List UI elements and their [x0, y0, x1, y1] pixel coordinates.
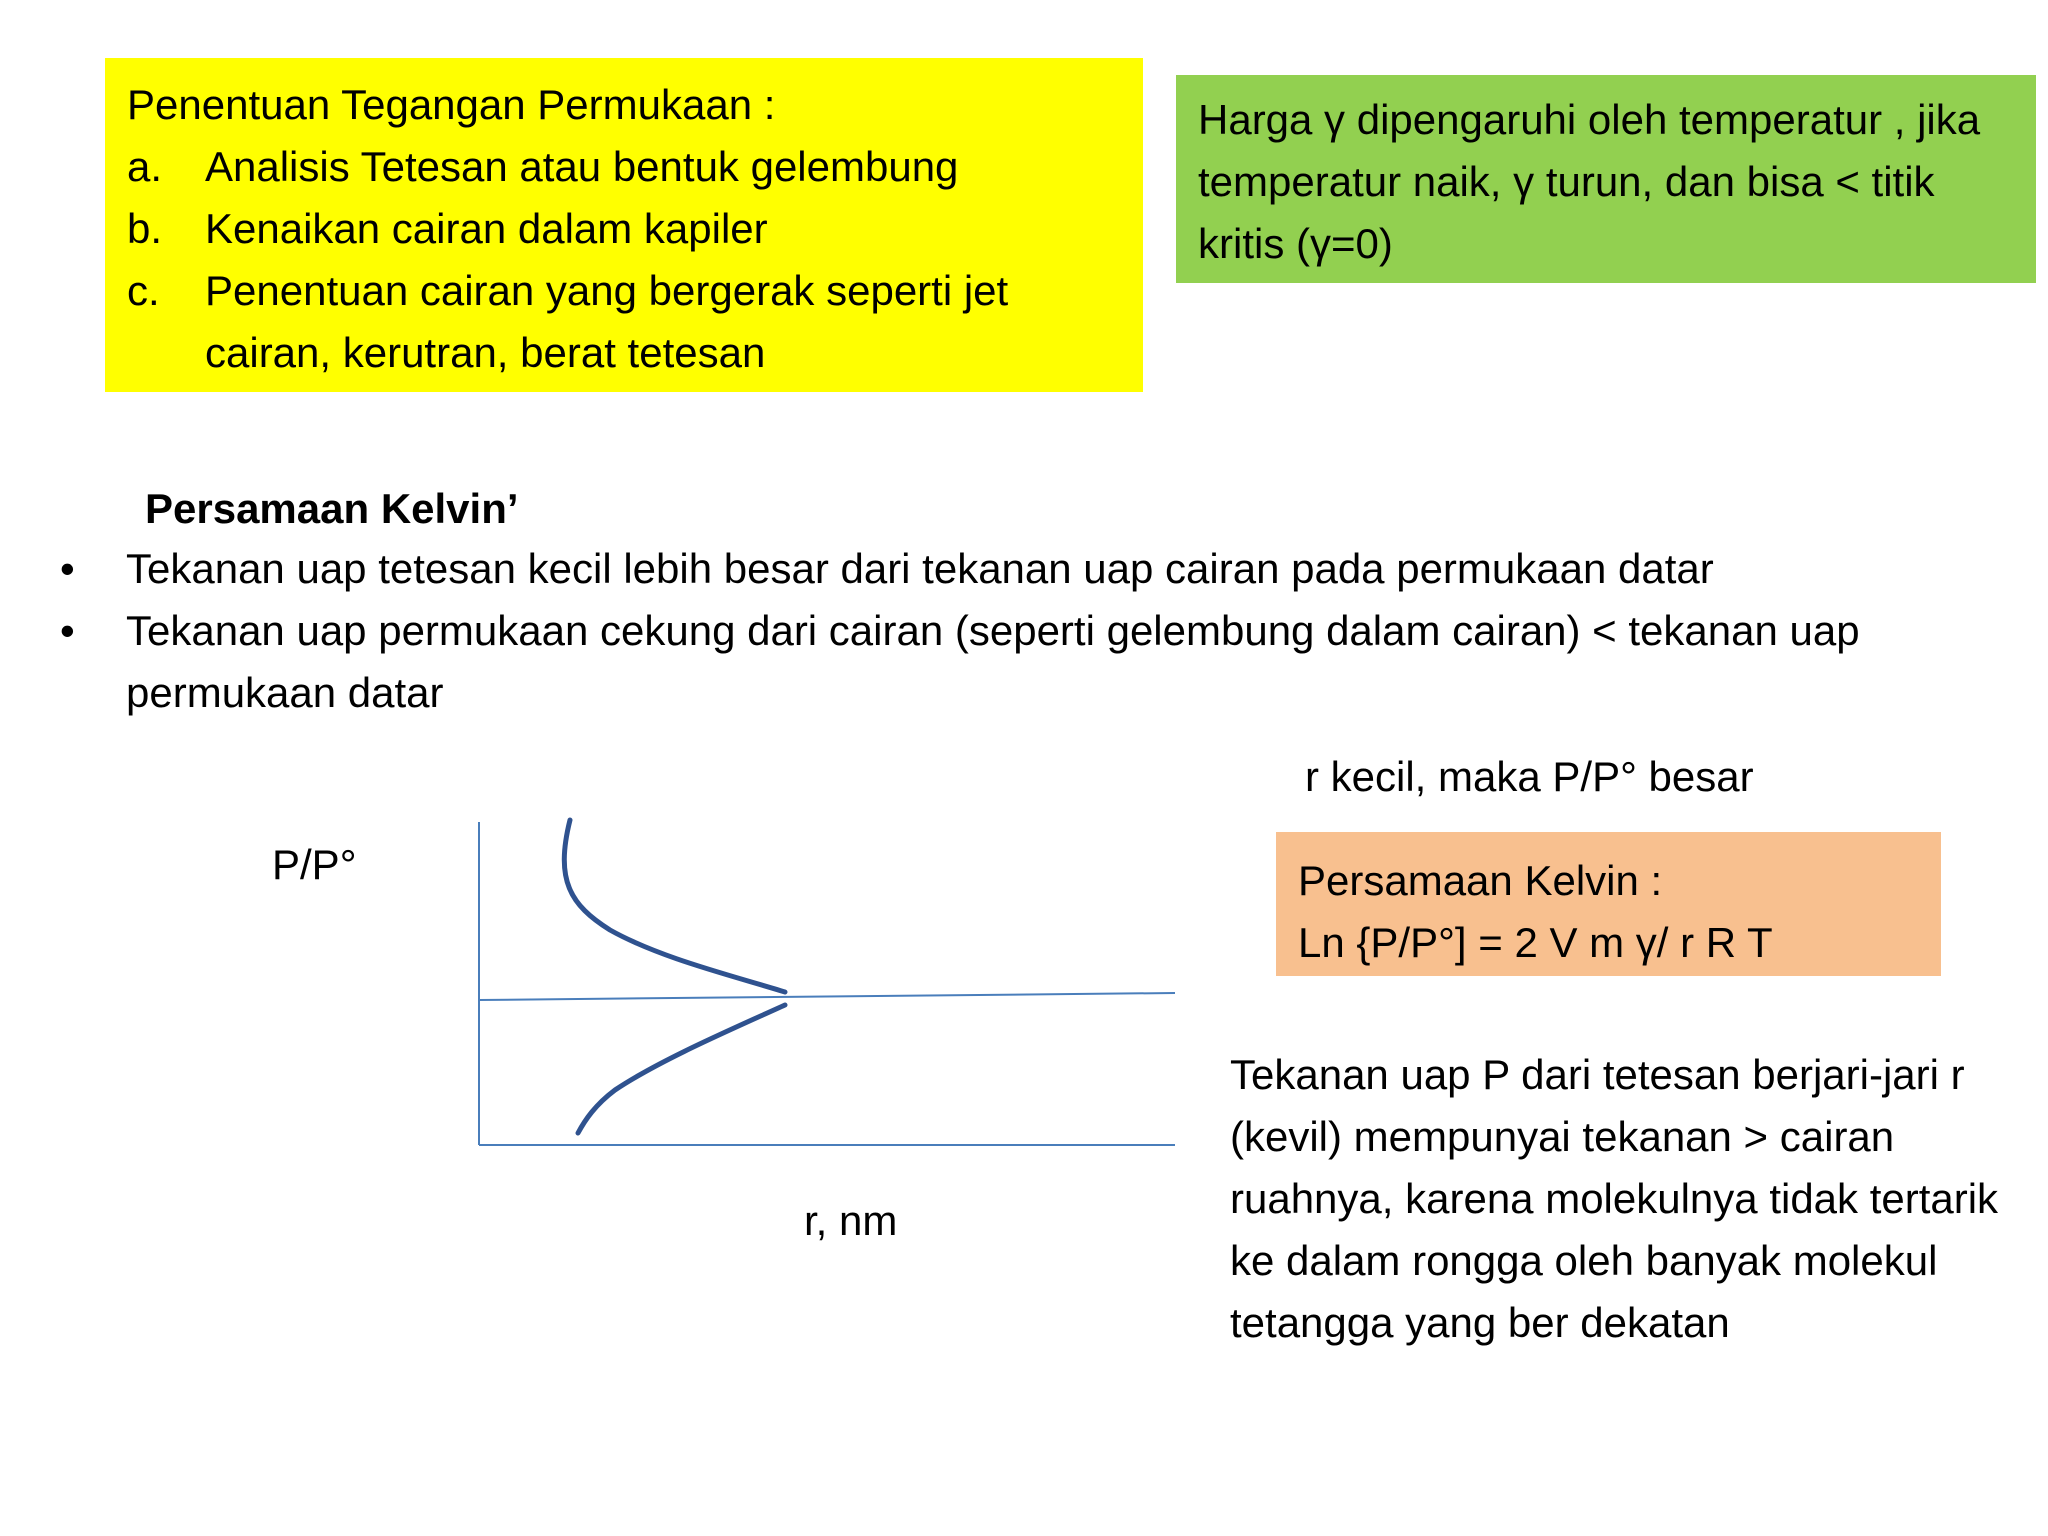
methods-title: Penentuan Tegangan Permukaan :	[127, 81, 776, 128]
graph-note: r kecil, maka P/P° besar	[1305, 753, 1754, 800]
graph-x-label: r, nm	[804, 1197, 898, 1244]
kelvin-heading: Persamaan Kelvin’	[145, 485, 519, 532]
methods-item-letter: a.	[127, 143, 163, 190]
bullet-icon: •	[60, 607, 75, 654]
graph-reference-line	[479, 993, 1175, 1000]
kelvin-equation-title: Persamaan Kelvin :	[1298, 857, 1663, 904]
kelvin-bullet-text: Tekanan uap tetesan kecil lebih besar dari tekanan uap cairan pada permukaan datar	[126, 545, 1714, 592]
graph-curve-bubble	[578, 1005, 785, 1133]
temperature-note-text: Harga γ dipengaruhi oleh temperatur , jika temperatur naik, γ turun, dan bisa < titik kritis (γ=0)	[1198, 96, 1981, 267]
kelvin-equation-formula: Ln {P/P°] = 2 V m γ/ r R T	[1298, 919, 1773, 966]
methods-item-text: Analisis Tetesan atau bentuk gelembung	[205, 143, 959, 190]
methods-item-text: Penentuan cairan yang bergerak seperti jet cairan, kerutran, berat tetesan	[205, 267, 1009, 376]
graph-curve-droplet	[564, 820, 785, 992]
kelvin-bullet-text: Tekanan uap permukaan cekung dari cairan (seperti gelembung dalam cairan) < tekanan uap permukaan datar	[126, 607, 1860, 716]
methods-item-letter: c.	[127, 267, 160, 314]
kelvin-equation-box	[1276, 832, 1941, 976]
bullet-icon: •	[60, 545, 75, 592]
methods-item-text: Kenaikan cairan dalam kapiler	[205, 205, 768, 252]
graph-y-label: P/P°	[272, 841, 357, 888]
vapor-pressure-description: Tekanan uap P dari tetesan berjari-jari r (kevil) mempunyai tekanan > cairan ruahnya, karena molekulnya tidak tertarik ke dalam rongga oleh banyak molekul tetangga yang ber dekatan	[1230, 1051, 1999, 1346]
methods-item-letter: b.	[127, 205, 163, 252]
